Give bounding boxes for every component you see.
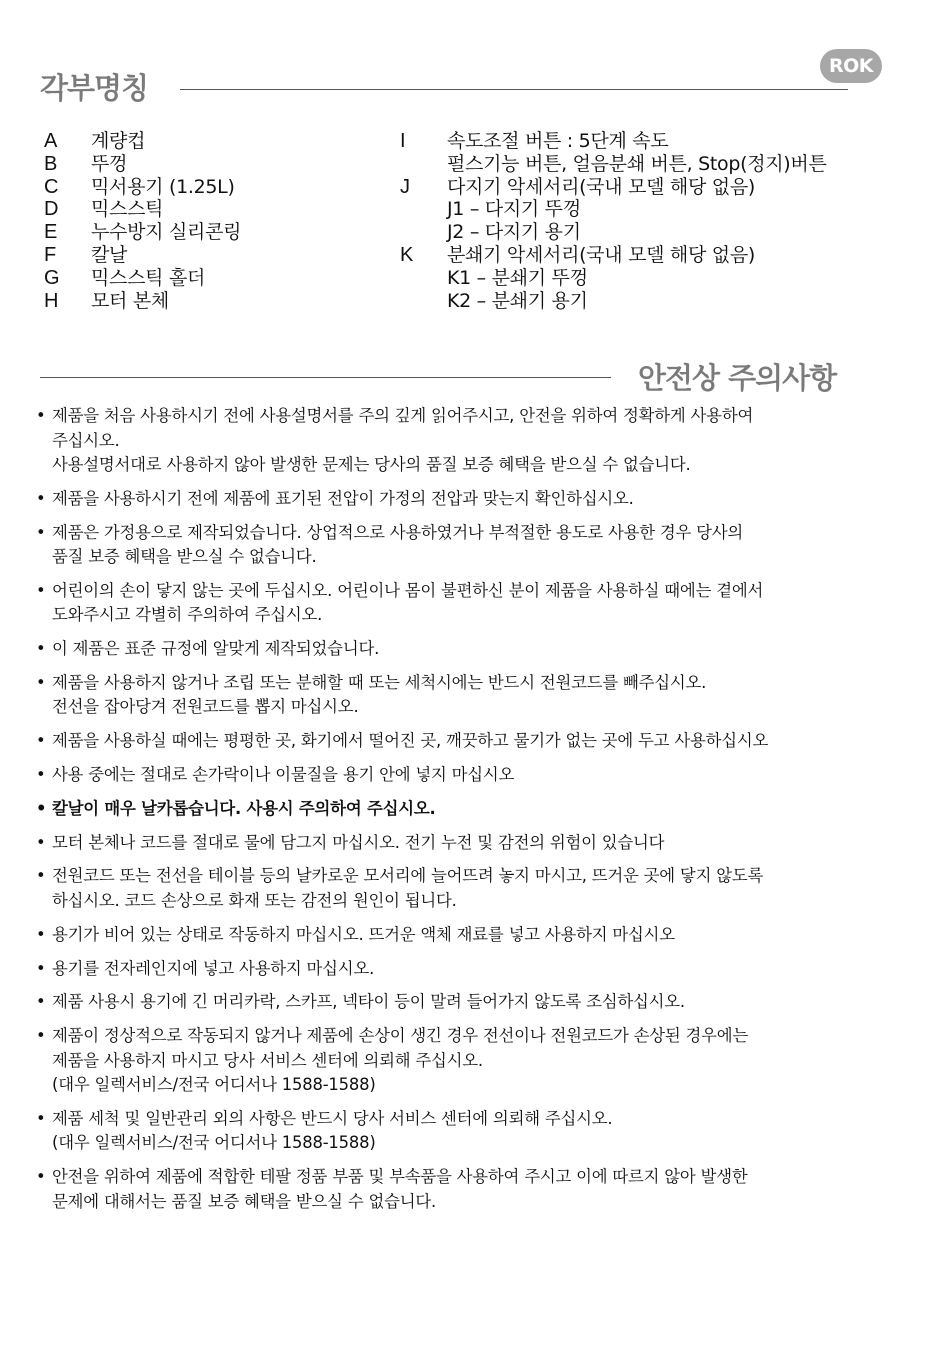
safety-note-line: 도와주시고 각별히 주의하여 주십시오.	[52, 605, 323, 625]
safety-heading-rule	[40, 377, 611, 378]
safety-note	[34, 1024, 864, 1098]
safety-note-line: 전원코드 또는 전선을 테이블 등의 날카로운 모서리에 늘어뜨려 놓지 마시고, 뜨거운 곳에 닿지 않도록	[52, 866, 764, 886]
bullet-point: •	[36, 1167, 46, 1187]
safety-note-line: 제품 세척 및 일반관리 외의 사항은 반드시 당사 서비스 센터에 의뢰해 주십시오.	[52, 1108, 613, 1128]
part-name: 모터 본체	[91, 289, 169, 312]
safety-note-line: 제품을 사용하실 때에는 평평한 곳, 화기에서 떨어진 곳, 깨끗하고 물기가 없는 곳에 두고 사용하십시오	[52, 731, 769, 751]
safety-note-line: 어린이의 손이 닿지 않는 곳에 두십시오. 어린이나 몸이 불편하신 분이 제품을 사용하실 때에는 곁에서	[52, 580, 764, 600]
part-letter: F	[44, 243, 56, 266]
safety-note-line: 용기가 비어 있는 상태로 작동하지 마십시오. 뜨거운 액체 재료를 넣고 사용하지 마십시오	[52, 924, 675, 944]
part-letter: A	[44, 130, 58, 152]
parts-list-left	[44, 130, 241, 312]
part-letter: I	[400, 130, 406, 152]
part-row	[400, 267, 827, 290]
safety-note	[34, 990, 864, 1015]
bullet-point: •	[36, 1108, 46, 1128]
part-row	[44, 130, 241, 153]
part-letter	[400, 198, 447, 221]
safety-note	[34, 404, 864, 478]
safety-note	[34, 1107, 864, 1156]
part-row	[44, 198, 241, 221]
part-name: K1 – 분쇄기 뚜껑	[447, 266, 588, 289]
safety-note-line: 제품을 사용하지 않거나 조립 또는 분해할 때 또는 세척시에는 반드시 전원코드를 빼주십시오.	[52, 672, 707, 692]
safety-note-line: 주십시오.	[52, 430, 120, 450]
safety-note-line: 이 제품은 표준 규정에 알맞게 제작되었습니다.	[52, 639, 380, 659]
part-row	[400, 221, 827, 244]
part-row	[400, 153, 827, 176]
part-name: 분쇄기 악세서리(국내 모델 해당 없음)	[447, 243, 755, 266]
safety-note-line: 사용 중에는 절대로 손가락이나 이물질을 용기 안에 넣지 마십시오	[52, 765, 515, 785]
part-row	[400, 176, 827, 199]
part-row	[400, 244, 827, 267]
part-name: 속도조절 버튼 : 5단계 속도	[447, 130, 669, 152]
safety-note	[34, 487, 864, 512]
parts-heading-rule	[180, 89, 848, 90]
safety-note-line: 제품이 정상적으로 작동되지 않거나 제품에 손상이 생긴 경우 전선이나 전원코드가 손상된 경우에는	[52, 1026, 749, 1046]
safety-note-line: 전선을 잡아당겨 전원코드를 뽑지 마십시오.	[52, 697, 359, 717]
bullet-point: •	[36, 1026, 46, 1046]
safety-note-line: 하십시오. 코드 손상으로 화재 또는 감전의 원인이 됩니다.	[52, 890, 457, 910]
safety-note-line: 문제에 대해서는 품질 보증 혜택을 받으실 수 없습니다.	[52, 1191, 437, 1211]
safety-note	[34, 729, 864, 754]
part-letter: G	[44, 266, 60, 289]
part-row	[44, 221, 241, 244]
part-name: J1 – 다지기 뚜껑	[447, 198, 581, 221]
safety-note-line: 품질 보증 혜택을 받으실 수 없습니다.	[52, 547, 317, 567]
bullet-point: •	[36, 731, 46, 751]
part-row	[44, 267, 241, 290]
bullet-point: •	[36, 488, 46, 508]
part-letter: D	[44, 198, 59, 221]
part-letter	[400, 290, 447, 313]
part-row	[44, 153, 241, 176]
safety-note	[34, 579, 864, 628]
safety-note	[34, 671, 864, 720]
part-name: 계량컵	[91, 130, 146, 152]
part-letter: H	[44, 289, 59, 312]
bullet-point: •	[36, 958, 46, 978]
safety-note-line: 안전을 위하여 제품에 적합한 테팔 정품 부품 및 부속품을 사용하여 주시고 이에 따르지 않아 발생한	[52, 1167, 748, 1187]
safety-note-line: 칼날이 매우 날카롭습니다. 사용시 주의하여 주십시오.	[52, 798, 436, 818]
safety-note-line: 모터 본체나 코드를 절대로 물에 담그지 마십시오. 전기 누전 및 감전의 위험이 있습니다	[52, 832, 665, 852]
bullet-point: •	[36, 832, 46, 852]
part-letter: K	[400, 243, 414, 266]
safety-note	[34, 831, 864, 856]
part-name: 칼날	[91, 243, 128, 266]
part-name: 믹스스틱	[91, 198, 164, 221]
safety-note-line: 제품 사용시 용기에 긴 머리카락, 스카프, 넥타이 등이 말려 들어가지 않도록 조심하십시오.	[52, 992, 685, 1012]
part-letter: J	[400, 175, 410, 198]
part-name: 믹스스틱 홀더	[91, 266, 206, 289]
part-row	[400, 290, 827, 313]
safety-note-line: 제품을 사용하시기 전에 제품에 표기된 전압이 가정의 전압과 맞는지 확인하십시오.	[52, 488, 634, 508]
safety-note	[34, 1165, 864, 1214]
part-row	[44, 176, 241, 199]
part-name: J2 – 다지기 용기	[447, 221, 581, 244]
bullet-point: •	[36, 406, 46, 425]
part-letter	[400, 153, 447, 176]
country-badge: ROK	[820, 49, 882, 83]
safety-heading: 안전상 주의사항	[638, 361, 837, 395]
safety-note	[34, 521, 864, 570]
part-row	[44, 290, 241, 313]
safety-note-line: (대우 일렉서비스/전국 어디서나 1588-1588)	[52, 1075, 376, 1095]
safety-note	[34, 957, 864, 982]
part-name: 누수방지 실리콘링	[91, 221, 242, 244]
safety-note	[34, 797, 864, 822]
safety-note-line: 용기를 전자레인지에 넣고 사용하지 마십시오.	[52, 958, 375, 978]
part-name: 뚜껑	[91, 152, 128, 175]
part-row	[44, 244, 241, 267]
bullet-point: •	[36, 580, 46, 600]
safety-note-line: 제품을 사용하지 마시고 당사 서비스 센터에 의뢰해 주십시오.	[52, 1050, 483, 1070]
part-letter	[400, 267, 447, 290]
safety-note	[34, 864, 864, 913]
bullet-point: •	[36, 866, 46, 886]
safety-note-line: 사용설명서대로 사용하지 않아 발생한 문제는 당사의 품질 보증 혜택을 받으실 수 없습니다.	[52, 455, 691, 474]
safety-note-line: 제품은 가정용으로 제작되었습니다. 상업적으로 사용하였거나 부적절한 용도로 사용한 경우 당사의	[52, 522, 744, 542]
safety-note	[34, 763, 864, 788]
parts-heading: 각부명칭	[40, 71, 149, 105]
safety-note	[34, 923, 864, 948]
bullet-point: •	[36, 522, 46, 542]
part-row	[400, 198, 827, 221]
bullet-point: •	[36, 924, 46, 944]
part-letter: B	[44, 152, 58, 175]
parts-list-right	[400, 130, 827, 312]
bullet-point: •	[36, 798, 47, 818]
part-letter	[400, 221, 447, 244]
safety-note	[34, 637, 864, 662]
part-name: 믹서용기 (1.25L)	[91, 175, 235, 198]
part-name: K2 – 분쇄기 용기	[447, 289, 588, 312]
bullet-point: •	[36, 765, 46, 785]
bullet-point: •	[36, 672, 46, 692]
part-row	[400, 130, 827, 153]
bullet-point: •	[36, 639, 46, 659]
bullet-point: •	[36, 992, 46, 1012]
part-letter: E	[44, 221, 58, 244]
part-name: 다지기 악세서리(국내 모델 해당 없음)	[447, 175, 755, 198]
safety-notes-list	[34, 404, 864, 1224]
part-name: 펄스기능 버튼, 얼음분쇄 버튼, Stop(정지)버튼	[447, 152, 827, 175]
safety-note-line: 제품을 처음 사용하시기 전에 사용설명서를 주의 깊게 읽어주시고, 안전을 위하여 정확하게 사용하여	[52, 406, 754, 425]
part-letter: C	[44, 175, 59, 198]
safety-note-line: (대우 일렉서비스/전국 어디서나 1588-1588)	[52, 1133, 376, 1153]
